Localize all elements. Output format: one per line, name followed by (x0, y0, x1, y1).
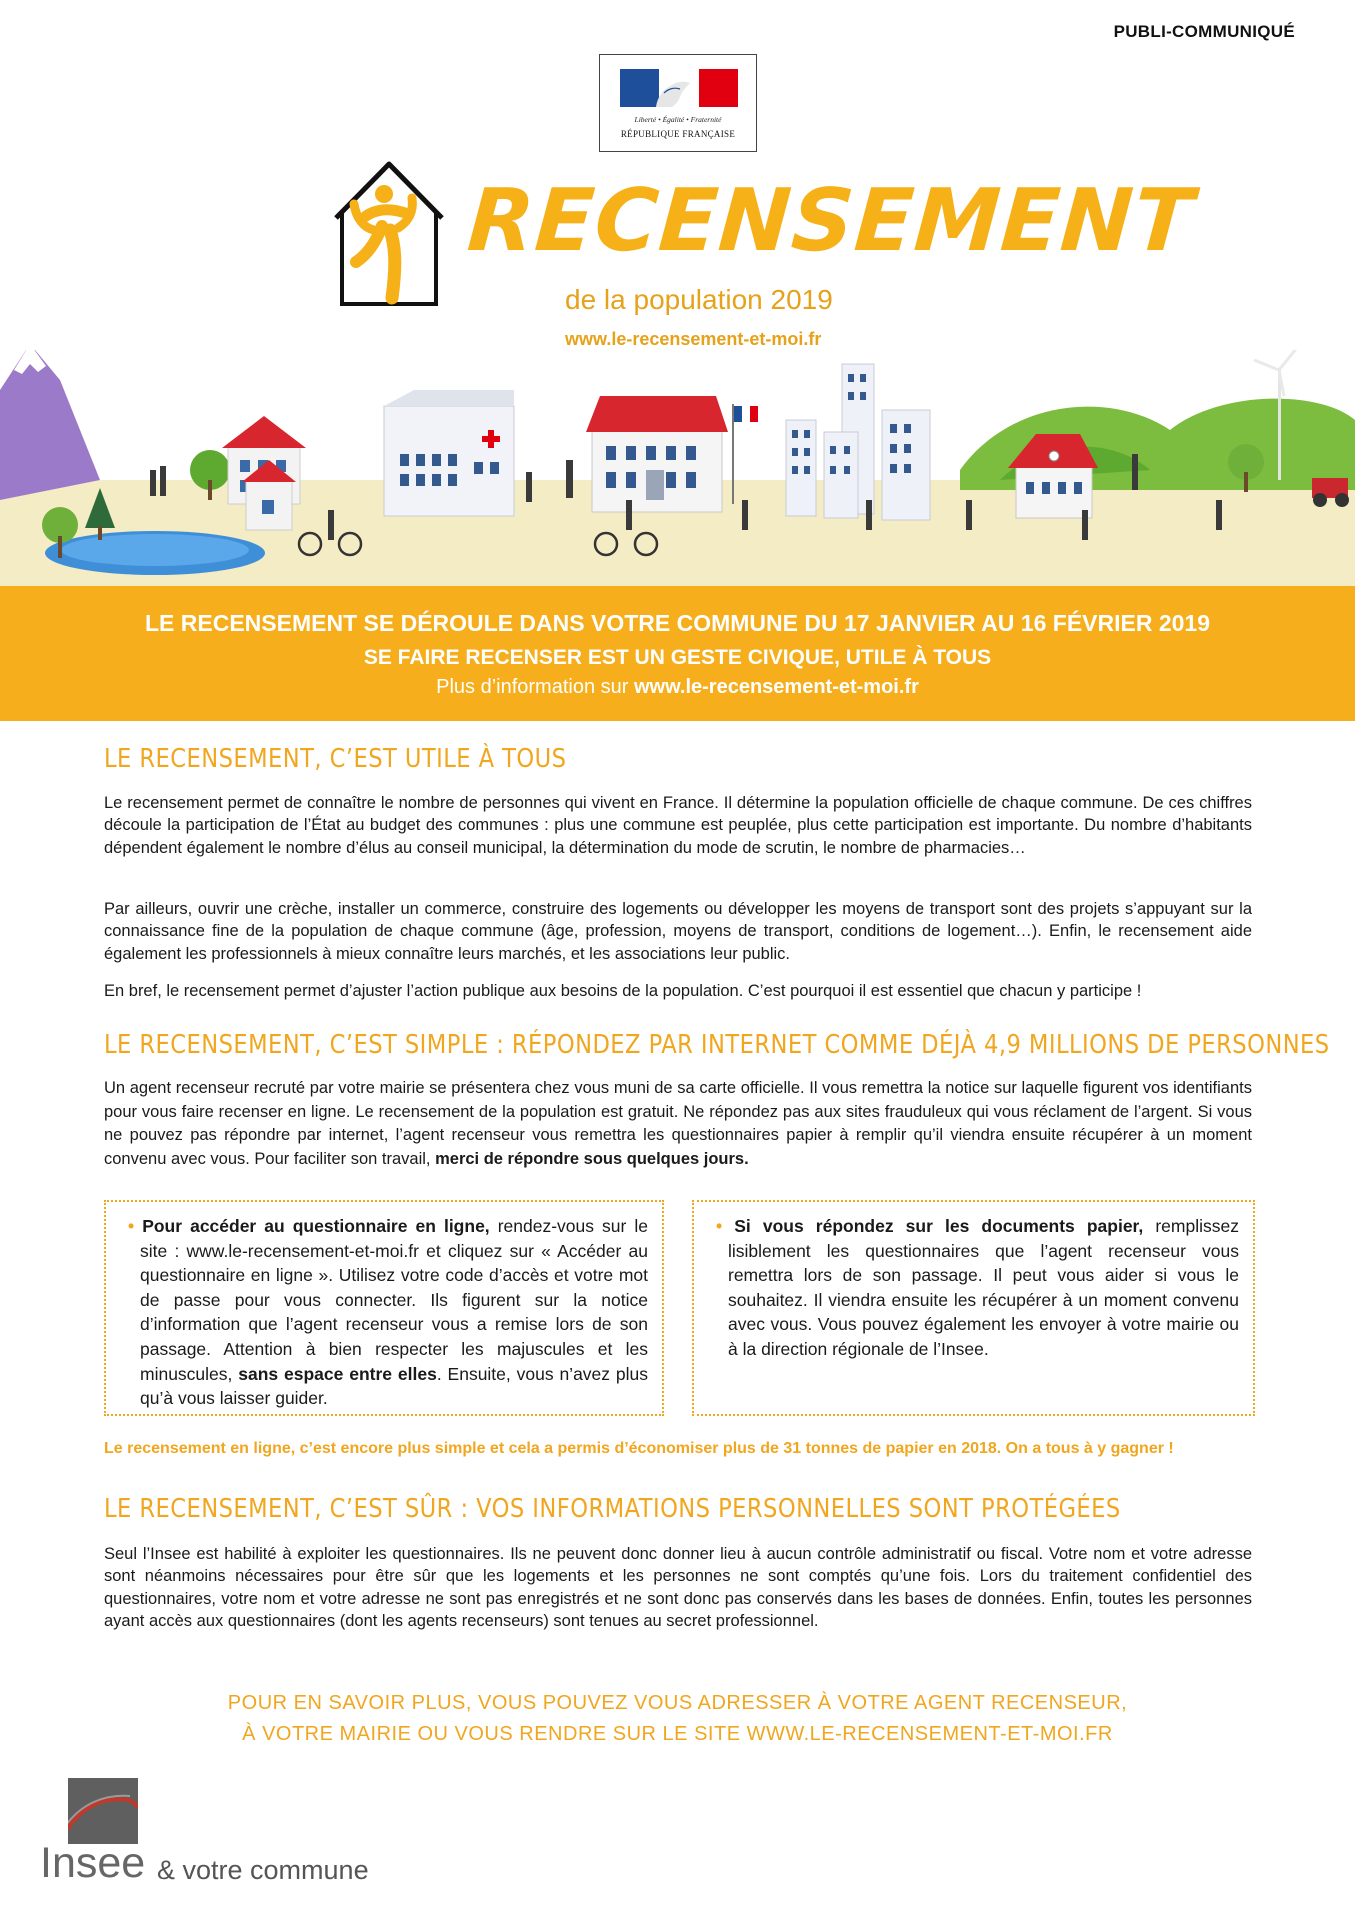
paper-questionnaire-box (692, 1200, 1255, 1416)
online-questionnaire-end: . Ensuite, vous n’avez plus qu’à vous laisser guider. (140, 1363, 649, 1409)
online-questionnaire-box (104, 1200, 664, 1416)
section-utile-body (104, 792, 1252, 859)
tower-blocks (786, 364, 930, 520)
section-sur (104, 1494, 1252, 1524)
mountain-shape (0, 350, 100, 500)
republique-francaise-logo (599, 54, 757, 152)
online-questionnaire-bold: sans espace entre elles (238, 1363, 437, 1384)
paper-questionnaire-text (716, 1214, 1239, 1362)
header-website-link[interactable]: www.le-recensement-et-moi.fr (565, 329, 822, 349)
dates-banner (0, 586, 1355, 721)
online-questionnaire-body: rendez-vous sur le site : www.le-recensement-et-moi.fr et cliquez sur « Accéder au questionnaire en ligne ». Utilisez votre code d’accès et votre mot de passe pour vous connecter. Ils figurent sur la notice d’information que l’agent recenseur vous a remise lors de son passage. Attention à bien respecter les majuscules et les minuscules, (140, 1216, 649, 1384)
banner-website-link[interactable]: www.le-recensement-et-moi.fr (633, 676, 919, 698)
village-illustration (0, 350, 1355, 586)
french-flag-marianne-icon (620, 69, 738, 107)
insee-wordmark: Insee (40, 1839, 146, 1887)
footer-info-line-1: POUR EN SAVOIR PLUS, VOUS POUVEZ VOUS ADRESSER À VOTRE AGENT RECENSEUR, (227, 1692, 1128, 1714)
bullet-dot-icon: • (128, 1216, 135, 1236)
section-utile-paragraph-2: Par ailleurs, ouvrir une crèche, installer un commerce, construire des logements ou développer les moyens de transport sont des projets s’appuyant sur la connaissance fine de la population de chaque commune (âge, profession, moyens de transport, conditions de logement…). Enfin, le recensement aide également les professionnels à mieux connaître leurs marchés, et les associations leur public. (104, 900, 1252, 963)
online-questionnaire-text (128, 1214, 648, 1411)
section-simple-bold: merci de répondre sous quelques jours. (435, 1149, 749, 1168)
insee-logo-icon (68, 1778, 138, 1844)
section-simple-paragraph (104, 1077, 1252, 1171)
section-simple-heading: LE RECENSEMENT, C’EST SIMPLE : RÉPONDEZ PAR INTERNET COMME DÉJÀ 4,9 MILLIONS DE PERSONNES (104, 1030, 1330, 1060)
section-simple-text: Un agent recenseur recruté par votre mairie se présentera chez vous muni de sa carte officielle. Il vous remettra la notice sur laquelle figurent vos identifiants pour vous faire recenser en ligne. Le recensement de la population est gratuit. Ne répondez pas aux sites frauduleux qui vous réclament de l’argent. Si vous ne pouvez pas répondre par internet, l’agent recenseur vous remettra les questionnaires papier à remplir qu’il viendra ensuite récupérer à un moment convenu avec vous. Pour faciliter son travail, (104, 1079, 1252, 1168)
town-hall (586, 396, 758, 512)
section-utile-paragraph-1: Le recensement permet de connaître le nombre de personnes qui vivent en France. Il détermine la population officielle de chaque commune. De ces chiffres découle la participation de l’État au budget des communes : plus une commune est peuplée, plus cette participation est importante. Du nombre d’habitants dépendent également le nombre d’élus au conseil municipal, la détermination du mode de scrutin, le nombre de pharmacies… (104, 794, 1252, 857)
section-simple-body (104, 1077, 1252, 1171)
section-utile-paragraph-3: En bref, le recensement permet d’ajuster l’action publique aux besoins de la population. C’est pourquoi il est essentiel que chacun y participe ! (104, 982, 1142, 1000)
paper-savings-note: Le recensement en ligne, c’est encore plus simple et cela a permis d’économiser plus de 31 tonnes de papier en 2018. On a tous à y gagner ! (104, 1440, 1174, 1457)
banner-civic-line: SE FAIRE RECENSER EST UN GESTE CIVIQUE, UTILE À TOUS (363, 646, 992, 669)
paper-questionnaire-body: remplissez lisiblement les questionnaires que l’agent recenseur vous remettra lors de son passage. Il peut vous aider si vous le souhaitez. Il viendra ensuite les récupérer à un moment convenu avec vous. Vous pouvez également les envoyer à votre mairie ou à la direction régionale de l’Insee. (728, 1216, 1239, 1359)
section-sur-body (104, 1543, 1252, 1633)
banner-info-prefix: Plus d’information sur (436, 676, 634, 698)
banner-dates-line: LE RECENSEMENT SE DÉROULE DANS VOTRE COMMUNE DU 17 JANVIER AU 16 FÉVRIER 2019 (144, 610, 1211, 636)
publi-communique-label: PUBLI-COMMUNIQUÉ (1113, 22, 1295, 41)
section-utile (104, 744, 1252, 774)
insee-swoosh-icon (68, 1778, 138, 1844)
paper-questionnaire-lead: Si vous répondez sur les documents papier, (734, 1216, 1144, 1236)
hospital-building (384, 390, 514, 516)
rf-name: RÉPUBLIQUE FRANÇAISE (620, 129, 736, 139)
insee-tagline: & votre commune (157, 1855, 369, 1885)
section-simple (104, 1030, 1330, 1060)
footer-info-line-2: À VOTRE MAIRIE OU VOUS RENDRE SUR LE SITE WWW.LE-RECENSEMENT-ET-MOI.FR (242, 1723, 1113, 1745)
recensement-house-logo-icon (326, 158, 452, 310)
banner-info-line (0, 676, 1355, 699)
recensement-subtitle: de la population 2019 (565, 284, 833, 315)
section-utile-heading: LE RECENSEMENT, C’EST UTILE À TOUS (104, 744, 567, 774)
section-sur-paragraph: Seul l’Insee est habilité à exploiter les questionnaires. Ils ne peuvent donc donner lieu à aucun contrôle administratif ou fiscal. Votre nom et votre adresse sont néanmoins nécessaires pour être sûr que les logements et les personnes ne sont comptés qu’une fois. Lors du traitement confidentiel des questionnaires, votre nom et votre adresse ne sont pas enregistrés et ne sont donc pas conservés dans les bases de données. Enfin, toutes les personnes ayant accès aux questionnaires (dont les agents recenseurs) sont tenues au secret professionnel. (104, 1545, 1252, 1631)
online-questionnaire-lead: Pour accéder au questionnaire en ligne, (142, 1216, 490, 1236)
recensement-title: RECENSEMENT (464, 171, 1197, 271)
section-utile-body-3 (104, 980, 1252, 1002)
rf-motto: Liberté • Égalité • Fraternité (634, 115, 722, 124)
section-sur-heading: LE RECENSEMENT, C’EST SÛR : VOS INFORMATIONS PERSONNELLES SONT PROTÉGÉES (104, 1494, 1121, 1524)
section-utile-body-2 (104, 898, 1252, 965)
bullet-dot-icon: • (716, 1216, 723, 1236)
